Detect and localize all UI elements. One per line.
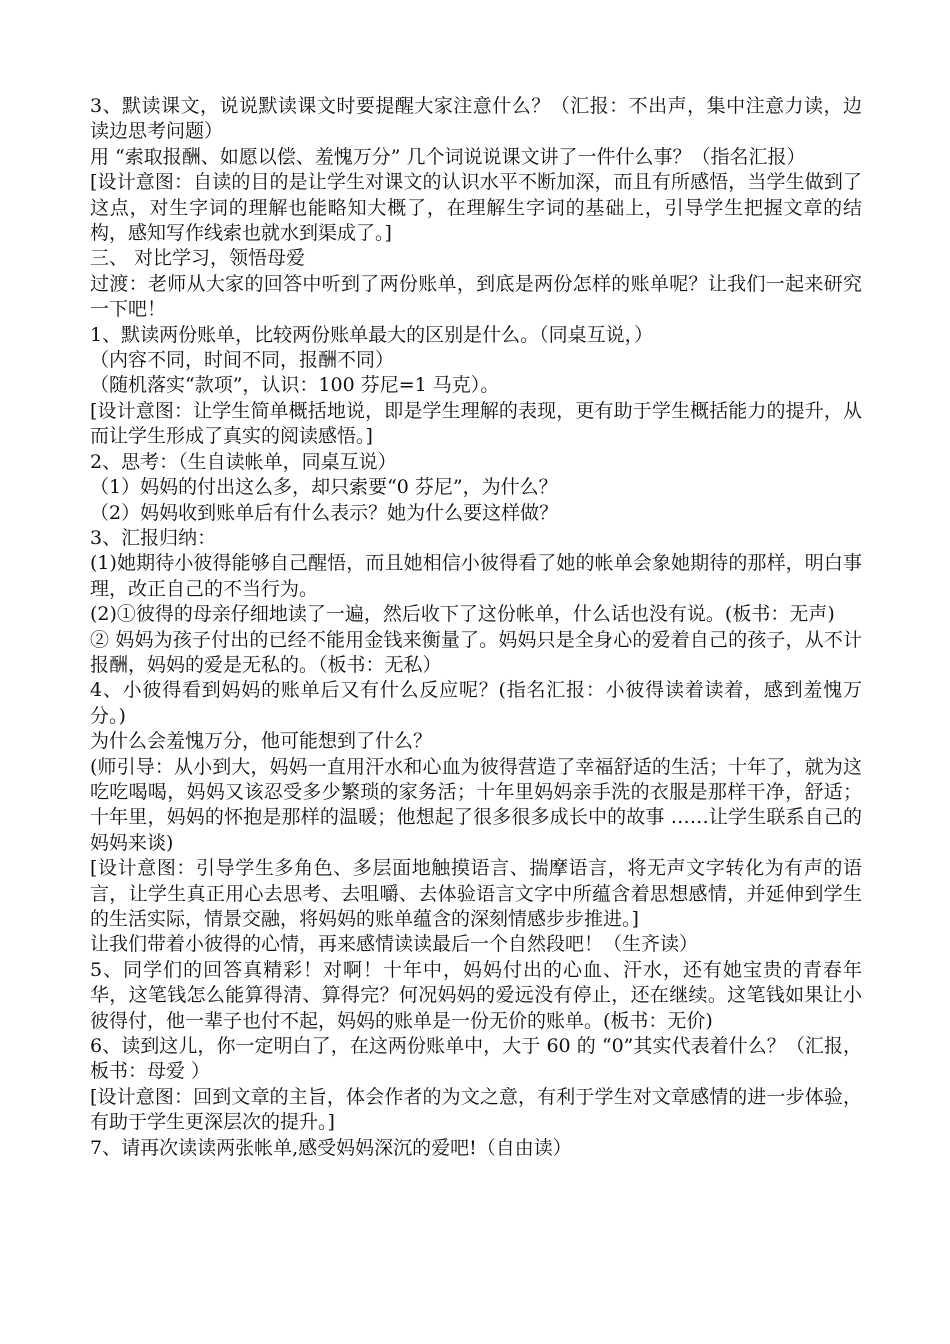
paragraph-design-intent-2: [设计意图：让学生简单概括地说，即是学生理解的表现，更有助于学生概括能力的提升，从而让学生形成了真实的阅读感悟。] bbox=[90, 399, 862, 448]
paragraph-step-1-note: （随机落实“款项”，认识：100 芬尼=1 马克）。 bbox=[90, 374, 500, 397]
paragraph-step-2: 2、思考：（生自读帐单，同桌互说） bbox=[90, 450, 397, 473]
paragraph-step-3: 3、汇报归纳： bbox=[90, 526, 217, 549]
paragraph-summary-1: (1)她期待小彼得能够自己醒悟，而且她相信小彼得看了她的帐单会象她期待的那样，明白事理，改正自己的不当行为。 bbox=[90, 552, 862, 600]
document-body bbox=[90, 94, 862, 1161]
paragraph-transition: 过渡：老师从大家的回答中听到了两份账单，到底是两份怎样的账单呢？让我们一起来研究一下吧！ bbox=[90, 272, 862, 321]
section-heading-3: 三、 对比学习，领悟母爱 bbox=[90, 247, 306, 270]
paragraph-question-2: （2）妈妈收到账单后有什么表示？她为什么要这样做？ bbox=[90, 501, 559, 524]
paragraph-step-4: 4、小彼得看到妈妈的账单后又有什么反应呢？(指名汇报：小彼得读着读着，感到羞愧万分。) bbox=[90, 679, 862, 727]
paragraph-reading-instruction: 3、默读课文，说说默读课文时要提醒大家注意什么？（汇报：不出声，集中注意力读，边读边思考问题） bbox=[90, 95, 862, 143]
paragraph-summary-2a: (2)①彼得的母亲仔细地读了一遍，然后收下了这份帐单，什么话也没有说。(板书：无声) bbox=[90, 603, 835, 626]
paragraph-step-7: 7、请再次读读两张帐单,感受妈妈深沉的爱吧!（自由读） bbox=[90, 1136, 572, 1159]
paragraph-step-6: 6、读到这儿，你一定明白了，在这两份账单中，大于 60 的 “0”其实代表着什么？（汇报，板书：母爱 ） bbox=[90, 1035, 862, 1083]
paragraph-design-intent-4: [设计意图：回到文章的主旨，体会作者的为文之意，有利于学生对文章感情的进一步体验，有助于学生更深层次的提升。] bbox=[90, 1085, 862, 1134]
paragraph-step-5: 5、同学们的回答真精彩！对啊！十年中，妈妈付出的心血、汗水，还有她宝贵的青春年华，这笔钱怎么能算得清、算得完？何况妈妈的爱远没有停止，还在继续。这笔钱如果让小彼得付，他一辈子也付不起，妈妈的账单是一份无价的账单。(板书：无价) bbox=[90, 958, 862, 1032]
paragraph-design-intent-1: [设计意图：自读的目的是让学生对课文的认识水平不断加深，而且有所感悟，当学生做到了这点，对生字词的理解也能略知大概了，在理解生字词的基础上，引导学生把握文章的结构，感知写作线索也就水到渠成了。] bbox=[90, 171, 862, 245]
paragraph-summary-2b: ② 妈妈为孩子付出的已经不能用金钱来衡量了。妈妈只是全身心的爱着自己的孩子，从不计报酬，妈妈的爱是无私的。（板书：无私） bbox=[90, 628, 862, 676]
paragraph-question-1: （1）妈妈的付出这么多，却只索要“0 芬尼”，为什么？ bbox=[90, 476, 558, 499]
paragraph-word-usage-task: 用 “索取报酬、如愿以偿、羞愧万分” 几个词说说课文讲了一件什么事？（指名汇报） bbox=[90, 145, 806, 168]
paragraph-teacher-guide: (师引导：从小到大，妈妈一直用汗水和心血为彼得营造了幸福舒适的生活；十年了，就为这吃吃喝喝，妈妈又该忍受多少繁琐的家务活；十年里妈妈亲手洗的衣服是那样干净，舒适；十年里，妈妈的怀抱是那样的温暖；他想起了很多很多成长中的故事 ……让学生联系自己的妈妈来谈) bbox=[90, 755, 862, 854]
paragraph-design-intent-3: [设计意图：引导学生多角色、多层面地触摸语言、揣摩语言，将无声文字转化为有声的语言，让学生真正用心去思考、去咀嚼、去体验语言文字中所蕴含着思想感情，并延伸到学生的生活实际，情景交融，将妈妈的账单蕴含的深刻情感步步推进。] bbox=[90, 857, 862, 930]
paragraph-step-1: 1、默读两份账单，比较两份账单最大的区别是什么。（同桌互说，） bbox=[90, 323, 654, 346]
paragraph-step-1-answer: （内容不同，时间不同，报酬不同） bbox=[90, 349, 395, 372]
paragraph-step-4-question: 为什么会羞愧万分，他可能想到了什么？ bbox=[90, 730, 433, 753]
paragraph-group-reading: 让我们带着小彼得的心情，再来感情读读最后一个自然段吧！（生齐读） bbox=[90, 933, 699, 956]
